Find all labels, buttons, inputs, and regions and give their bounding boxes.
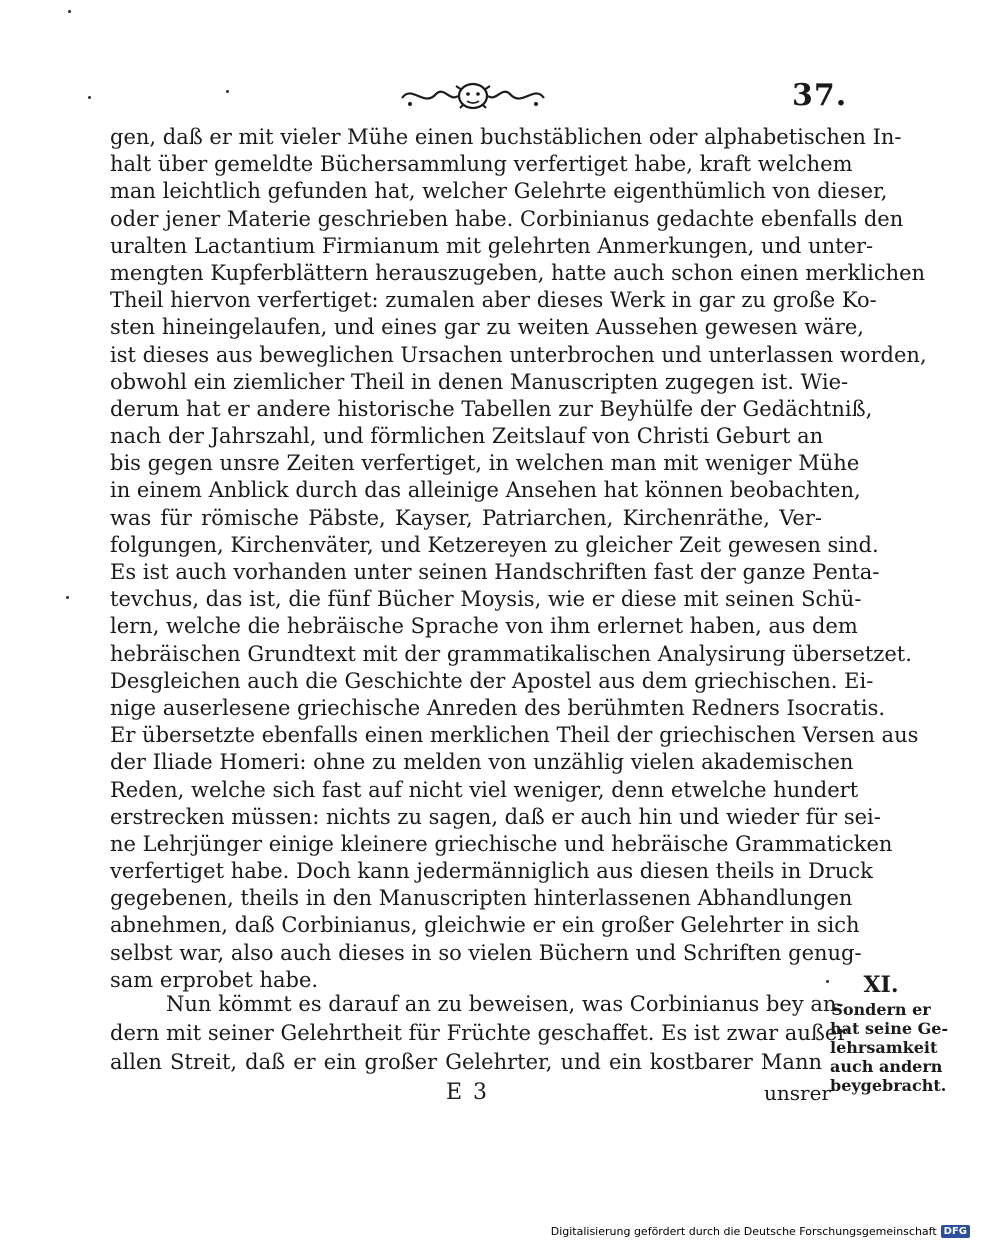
- text-line: folgungen, Kirchenväter, und Ketzereyen zu gleicher Zeit gewesen sind.: [110, 532, 879, 557]
- marginal-line: hat seine Ge-: [830, 1019, 949, 1038]
- text-line: sam erprobet habe.: [110, 967, 319, 992]
- text-line: derum hat er andere historische Tabellen zur Beyhülfe der Gedächtniß,: [110, 396, 873, 421]
- signature-mark: E 3: [446, 1080, 490, 1105]
- text-line: sten hineingelaufen, und eines gar zu weiten Aussehen gewesen wäre,: [110, 315, 864, 340]
- catchword: unsrer: [764, 1081, 831, 1105]
- second-paragraph: [110, 990, 848, 1077]
- text-line: hebräischen Grundtext mit der grammatikalischen Analysirung übersetzet.: [110, 641, 912, 666]
- text-line: Desgleichen auch die Geschichte der Apostel aus dem griechischen. Ei-: [110, 668, 874, 693]
- text-line: dern mit seiner Gelehrtheit für Früchte geschaffet. Es ist zwar außer: [110, 1021, 848, 1045]
- digitization-note: Digitalisierung gefördert durch die Deutsche Forschungsgemeinschaft: [550, 1225, 937, 1238]
- marginal-section-number: XI.: [863, 972, 899, 998]
- text-line: uralten Lactantium Firmianum mit gelehrten Anmerkungen, und unter-: [110, 233, 874, 258]
- marginal-note: [830, 972, 949, 1095]
- marginal-line: lehrsamkeit: [830, 1038, 938, 1057]
- text-line: bis gegen unsre Zeiten verfertiget, in welchen man mit weniger Mühe: [110, 451, 860, 476]
- text-line: ist dieses aus beweglichen Ursachen unterbrochen und unterlassen worden,: [110, 342, 927, 367]
- text-line: Theil hiervon verfertiget: zumalen aber dieses Werk in gar zu große Ko-: [110, 288, 877, 313]
- text-line: nige auserlesene griechische Anreden des berühmten Redners Isocratis.: [110, 695, 886, 720]
- text-line: halt über gemeldte Büchersammlung verfertiget habe, kraft welchem: [110, 152, 853, 177]
- text-line: in einem Anblick durch das alleinige Ansehen hat können beobachten,: [110, 478, 861, 503]
- text-line: nach der Jahrszahl, und förmlichen Zeitslauf von Christi Geburt an: [110, 424, 824, 449]
- text-line: obwohl ein ziemlicher Theil in denen Manuscripten zugegen ist. Wie-: [110, 369, 849, 394]
- text-line: Er übersetzte ebenfalls einen merklichen Theil der griechischen Versen aus: [110, 723, 919, 748]
- text-line: mengten Kupferblättern herauszugeben, hatte auch schon einen merklichen: [110, 260, 926, 285]
- text-line: selbst war, also auch dieses in so vielen Büchern und Schriften genug-: [110, 940, 862, 965]
- text-line: was für römische Päbste, Kayser, Patriarchen, Kirchenräthe, Ver-: [110, 505, 822, 530]
- text-line: allen Streit, daß er ein großer Gelehrter, und ein kostbarer Mann: [110, 1050, 822, 1074]
- text-line: Nun kömmt es darauf an zu beweisen, was Corbinianus bey an-: [166, 992, 844, 1016]
- text-line: gegebenen, theils in den Manuscripten hinterlassenen Abhandlungen: [110, 886, 853, 911]
- marginal-line: beygebracht.: [830, 1076, 947, 1095]
- text-line: man leichtlich gefunden hat, welcher Gelehrte eigenthümlich von dieser,: [110, 179, 888, 204]
- text-line: ne Lehrjünger einige kleinere griechische und hebräische Grammaticken: [110, 831, 893, 856]
- digitization-footer: [551, 1225, 970, 1238]
- text-line: Es ist auch vorhanden unter seinen Handschriften fast der ganze Penta-: [110, 560, 880, 584]
- decorative-ornament-icon: [398, 78, 548, 114]
- text-line: Reden, welche sich fast auf nicht viel weniger, denn etwelche hundert: [110, 777, 859, 802]
- marginal-line: auch andern: [830, 1057, 943, 1076]
- marginal-line: Sondern er: [831, 1000, 931, 1019]
- text-line: abnehmen, daß Corbinianus, gleichwie er ein großer Gelehrter in sich: [110, 913, 860, 938]
- page-number: 37.: [792, 78, 848, 113]
- text-line: oder jener Materie geschrieben habe. Corbinianus gedachte ebenfalls den: [110, 206, 904, 231]
- text-line: der Iliade Homeri: ohne zu melden von unzählig vielen akademischen: [110, 750, 854, 775]
- text-line: gen, daß er mit vieler Mühe einen buchstäblichen oder alphabetischen In-: [110, 125, 902, 149]
- text-line: erstrecken müssen: nichts zu sagen, daß er auch hin und wieder für sei-: [110, 804, 881, 829]
- text-line: tevchus, das ist, die fünf Bücher Moysis, wie er diese mit seinen Schü-: [110, 587, 862, 612]
- dfg-logo-icon: DFG: [941, 1225, 970, 1238]
- text-line: verfertiget habe. Doch kann jedermänniglich aus diesen theils in Druck: [110, 859, 873, 884]
- text-line: lern, welche die hebräische Sprache von ihm erlernet haben, aus dem: [110, 614, 858, 639]
